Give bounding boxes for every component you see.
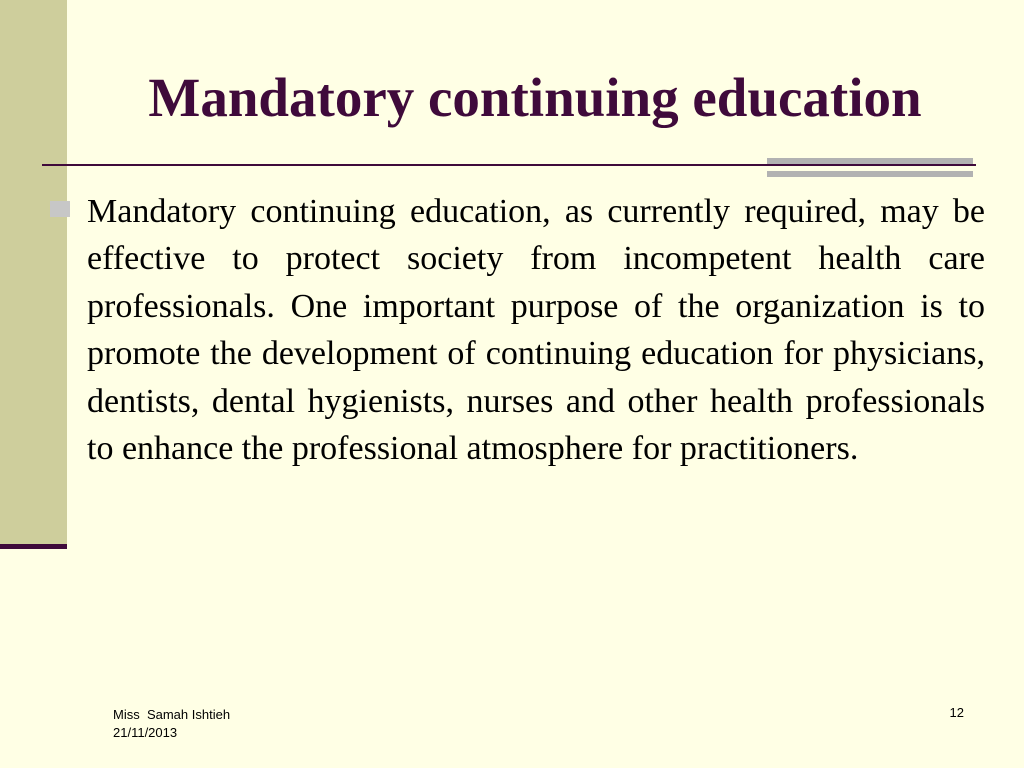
- footer-author: Miss Samah Ishtieh: [113, 707, 231, 722]
- divider-accent-bar: [767, 158, 973, 164]
- footer: [113, 706, 230, 742]
- side-band: [0, 0, 67, 545]
- page-number: 12: [949, 705, 964, 720]
- slide-title: Mandatory continuing education: [148, 67, 922, 128]
- side-band-underline: [0, 544, 67, 549]
- divider-accent: [767, 158, 973, 178]
- bullet-text: Mandatory continuing education, as currently required, may be effective to protect society from incompetent health care professionals. One important purpose of the organization is to promote the development of continuing education for physicians, dentists, dental hygienists, nurses and other health professionals to enhance the professional atmosphere for practitioners.: [87, 193, 985, 468]
- divider-accent-bar: [767, 171, 973, 177]
- bullet-square-icon: [50, 201, 70, 217]
- footer-date: 21/11/2013: [113, 725, 178, 740]
